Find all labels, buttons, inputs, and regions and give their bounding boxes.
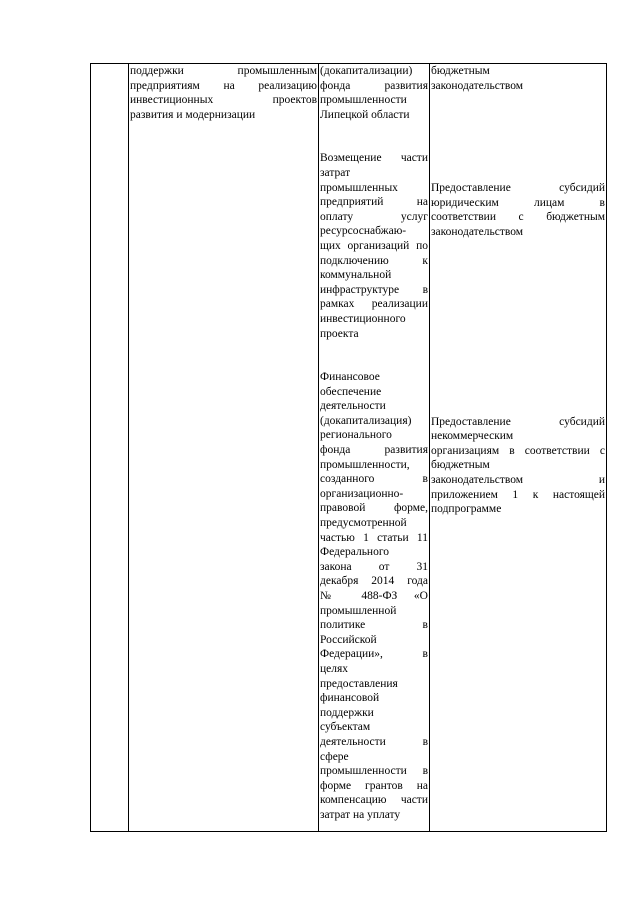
expense-direction-text-3	[320, 370, 428, 822]
text-line: декабря 2014 года	[320, 575, 428, 588]
text-line: сфере	[320, 750, 349, 763]
text-line: (докапитализация)	[320, 414, 412, 427]
text-line: предприятиям на реализацию	[130, 79, 317, 92]
text-line: законодательством	[431, 225, 524, 238]
text-line: № 488-ФЗ «О	[320, 590, 428, 602]
text-line: предусмотренной	[320, 517, 407, 530]
text-line: коммунальной	[320, 269, 392, 282]
text-line: промышленной	[320, 604, 397, 617]
text-line: закона от 31	[320, 560, 428, 573]
text-line: промышленности в	[320, 765, 428, 778]
text-line: Федерации», в	[320, 648, 428, 661]
text-line: политике в	[320, 619, 428, 632]
text-line: Предоставление субсидий	[431, 182, 605, 195]
text-line: фонда развития	[320, 79, 428, 92]
text-line: щих организаций по	[320, 239, 428, 252]
text-line: соответствии с бюджетным	[431, 211, 605, 224]
mechanism-text-1	[431, 64, 605, 93]
text-line: промышленности	[320, 94, 407, 107]
text-line: организационно-	[320, 487, 404, 500]
text-line: форме грантов на	[320, 779, 428, 792]
mechanism-cell	[430, 64, 607, 832]
text-line: Российской	[320, 633, 377, 646]
text-line: бюджетным	[431, 65, 490, 77]
text-line: целях	[320, 662, 349, 675]
measure-name-cell	[129, 64, 319, 832]
measure-name-text	[130, 64, 317, 122]
text-line: поддержки	[320, 706, 374, 719]
text-line: промышленности,	[320, 458, 410, 471]
text-line: затрат	[320, 166, 351, 179]
text-line: поддержки промышленным	[130, 65, 317, 77]
text-line: Предоставление субсидий	[431, 415, 605, 428]
expense-direction-text-1	[320, 64, 428, 122]
text-line: предоставления	[320, 677, 398, 690]
text-line: Федерального	[320, 546, 390, 559]
text-line: Финансовое	[320, 371, 380, 384]
text-line: рамках реализации	[320, 298, 428, 311]
text-line: частью 1 статьи 11	[320, 531, 428, 544]
text-line: подключению к	[320, 254, 428, 267]
number-column-cell	[91, 64, 129, 832]
text-line: финансовой	[320, 692, 380, 705]
text-line: законодательством и	[431, 473, 605, 486]
expense-direction-text-2	[320, 151, 428, 341]
text-line: (докапитализации)	[320, 65, 413, 77]
text-line: организациям в соответствии с	[431, 444, 605, 457]
text-line: субъектам	[320, 721, 371, 734]
text-line: Липецкой области	[320, 108, 410, 121]
document-table	[90, 63, 607, 832]
text-line: инвестиционного	[320, 312, 406, 325]
mechanism-text-2	[431, 181, 605, 239]
text-line: подпрограмме	[431, 503, 502, 516]
text-line: деятельности в	[320, 735, 428, 748]
text-line: законодательством	[431, 79, 524, 92]
text-line: развития и модернизации	[130, 108, 256, 121]
text-line: бюджетным	[431, 459, 490, 472]
expense-direction-cell	[319, 64, 430, 832]
text-line: деятельности	[320, 400, 386, 413]
text-line: созданного в	[320, 473, 428, 486]
text-line: фонда развития	[320, 444, 428, 457]
text-line: промышленных	[320, 181, 398, 194]
text-line: регионального	[320, 429, 392, 442]
text-line: оплату услуг	[320, 210, 428, 223]
text-line: затрат на уплату	[320, 808, 401, 821]
text-line: инфраструктуре в	[320, 283, 428, 296]
text-line: инвестиционных проектов	[130, 94, 317, 107]
text-line: Возмещение части	[320, 152, 428, 165]
text-line: юридическим лицам в	[431, 196, 605, 209]
text-line: приложением 1 к настоящей	[431, 488, 605, 501]
text-line: обеспечение	[320, 385, 382, 398]
text-line: ресурсоснабжаю-	[320, 225, 407, 238]
text-line: предприятий на	[320, 196, 428, 209]
text-line: правовой форме,	[320, 502, 428, 515]
text-line: некоммерческим	[431, 430, 514, 443]
text-line: проекта	[320, 327, 359, 340]
text-line: компенсацию части	[320, 794, 428, 807]
mechanism-text-3	[431, 415, 605, 517]
